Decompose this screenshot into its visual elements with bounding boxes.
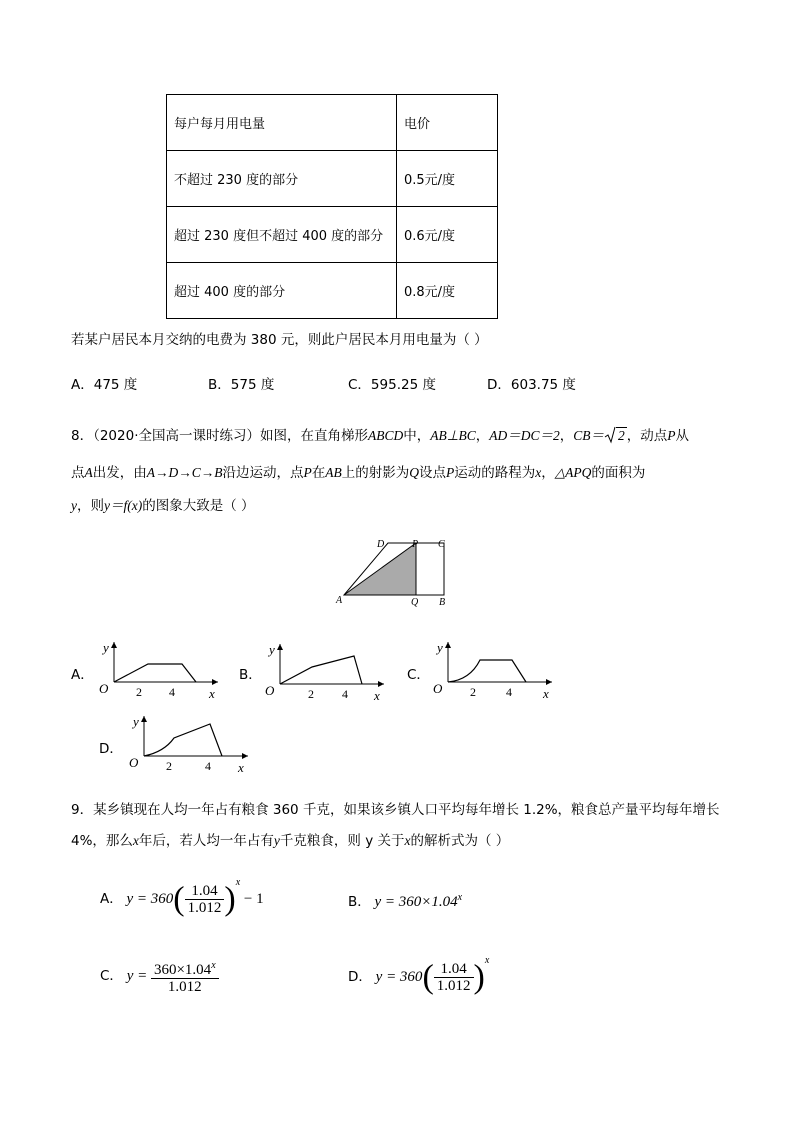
option-label: D． (348, 969, 372, 985)
axis-x: x (543, 686, 549, 701)
math: y＝f(x) (104, 498, 143, 513)
text: ， (475, 428, 490, 444)
math: P (446, 465, 455, 480)
q9-option-a: A． y = 360( $\frac{1.04}{1.012}$ )$^x$ − 1 (100, 877, 264, 918)
numerator: 1.04 (185, 883, 225, 900)
axis-x: x (209, 686, 215, 701)
text: 的解析式为（ ） (410, 833, 510, 849)
table-cell: 0.5元/度 (397, 151, 498, 207)
table-row (167, 151, 498, 207)
math: y = 360 (126, 891, 174, 907)
curve (448, 660, 526, 682)
fraction (185, 883, 225, 916)
q7-option-c: C．595.25 度 (348, 377, 436, 393)
denominator: 1.012 (436, 978, 471, 995)
text: 8．（2020·全国高一课时练习）如图，在直角梯形 (71, 428, 368, 444)
origin: O (433, 681, 443, 696)
axis-x: x (238, 760, 244, 775)
math: − 1 (240, 891, 264, 907)
text: 年后，若人均一年占有 (138, 833, 274, 849)
math: x (535, 465, 542, 480)
numerator: 1.04 (434, 961, 474, 978)
tick-4: 4 (342, 687, 348, 701)
tick-4: 4 (205, 759, 211, 773)
axis-y: y (103, 640, 109, 655)
math: Q (409, 465, 419, 480)
tick-2: 2 (308, 687, 314, 701)
q8-option-b-label: B． (239, 667, 262, 683)
text: 设点 (419, 465, 446, 481)
text: 出发，由 (92, 465, 147, 481)
q8-option-a-label: A． (71, 667, 94, 683)
exponent: x (457, 892, 463, 903)
q7-option-a: A．475 度 (71, 377, 138, 393)
math: A→D→C→B (146, 465, 223, 480)
label-q: Q (411, 597, 419, 608)
table-row (167, 263, 498, 319)
curve (114, 664, 196, 682)
graph-c (430, 636, 560, 702)
exponent: x (211, 960, 216, 971)
text: 沿边运动，点 (222, 465, 304, 481)
origin: O (265, 683, 275, 698)
text: 千克粮食，则 y 关于 (279, 833, 405, 849)
tick-4: 4 (506, 685, 512, 699)
tick-4: 4 (169, 685, 175, 699)
table-cell: 每户每月用电量 (167, 95, 397, 151)
axis-y: y (269, 642, 275, 657)
text: 中， (403, 428, 431, 444)
graph-b (262, 638, 392, 704)
q9-option-c (100, 958, 219, 995)
math: CB＝ (573, 428, 605, 443)
text: ， (541, 465, 555, 481)
math: ABCD (368, 428, 404, 443)
text: 在 (311, 465, 326, 481)
price-table (166, 94, 498, 319)
axis-x: x (374, 688, 380, 703)
math: y = 360×1.04 (374, 894, 458, 910)
denominator: 1.012 (167, 979, 202, 995)
label-p: P (412, 539, 419, 550)
table-cell: 超过 230 度但不超过 400 度的部分 (167, 207, 397, 263)
curve (144, 724, 222, 756)
text: 4%，那么 (71, 833, 133, 849)
curve (280, 656, 362, 684)
q8-option-d-label: D． (99, 741, 123, 757)
axis-y: y (437, 640, 443, 655)
q8-option-c-label: C． (407, 667, 430, 683)
option-label: B． (348, 894, 371, 910)
exponent: x (235, 877, 241, 888)
denominator: 1.012 (187, 900, 222, 917)
text: 运动的路程为 (454, 465, 536, 481)
table-cell: 电价 (397, 95, 498, 151)
q7-stem: 若某户居民本月交纳的电费为 380 元，则此户居民本月用电量为（ ） (71, 332, 488, 348)
radical-sign (604, 426, 616, 444)
math: 2 (618, 428, 625, 443)
table-row (167, 95, 498, 151)
math: y (71, 498, 77, 513)
exponent: x (484, 955, 490, 966)
math: AD＝DC＝2 (489, 428, 560, 443)
q9-option-b (348, 890, 462, 911)
q8-line-1 (71, 424, 689, 444)
text: 从 (675, 428, 690, 444)
q9-line-2 (71, 829, 509, 849)
sqrt-symbol (604, 428, 627, 444)
label-b: B (439, 597, 446, 608)
tick-2: 2 (166, 759, 172, 773)
math: y = (126, 967, 148, 984)
origin: O (129, 755, 139, 770)
option-label: A． (100, 891, 123, 907)
axis-y: y (133, 714, 139, 729)
text: ， (559, 428, 574, 444)
table-cell: 超过 400 度的部分 (167, 263, 397, 319)
tick-2: 2 (136, 685, 142, 699)
graph-a (96, 636, 226, 702)
math: y (273, 833, 280, 848)
math: AB⊥BC (430, 428, 476, 443)
label-c: C (438, 539, 445, 550)
origin: O (99, 681, 109, 696)
graph-d (126, 710, 256, 776)
label-d: D (377, 539, 385, 550)
fraction (434, 961, 474, 994)
math: P (303, 465, 312, 480)
tick-2: 2 (470, 685, 476, 699)
math: x (132, 833, 139, 848)
text: 点 (71, 465, 85, 481)
math: AB (325, 465, 342, 480)
math: △APQ (554, 465, 592, 480)
table-row (167, 207, 498, 263)
numerator (151, 958, 219, 979)
trapezoid-figure (330, 535, 460, 610)
math: 360×1.04 (153, 962, 212, 978)
q7-option-b: B．575 度 (208, 377, 275, 393)
q7-option-d: D．603.75 度 (487, 377, 576, 393)
q8-line-3 (71, 494, 255, 514)
label-a: A (336, 595, 343, 606)
text: 的图象大致是（ ） (142, 498, 255, 514)
text: ，动点 (626, 428, 668, 444)
text: 上的射影为 (341, 465, 410, 481)
text: 的面积为 (591, 465, 646, 481)
text: ，则 (77, 498, 104, 514)
math: A (84, 465, 93, 480)
math: x (404, 833, 411, 848)
table-cell: 0.6元/度 (397, 207, 498, 263)
table-cell: 0.8元/度 (397, 263, 498, 319)
q9-option-d: D． y = 360( $\frac{1.04}{1.012}$ )$^x$ (348, 955, 490, 996)
math: P (667, 428, 676, 443)
q9-line-1: 9．某乡镇现在人均一年占有粮食 360 千克，如果该乡镇人口平均每年增长 1.2%，粮食总产量平均每年增长 (71, 802, 720, 818)
math: y = 360 (375, 969, 423, 985)
table-cell: 不超过 230 度的部分 (167, 151, 397, 207)
q8-line-2 (71, 461, 645, 481)
option-label: C． (100, 967, 123, 984)
fraction (151, 958, 219, 995)
